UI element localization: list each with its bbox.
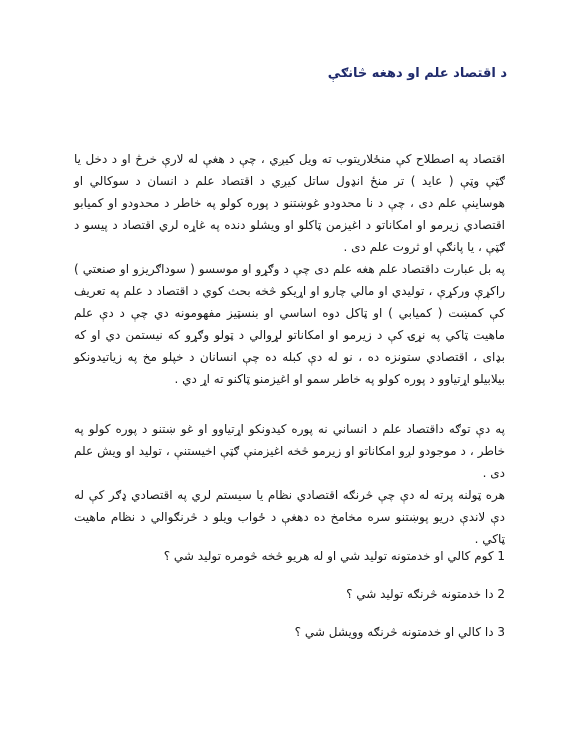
paragraph-summary: په دې توګه داقتصاد علم د انساني نه پوره کیدونکو اړتیاوو او غو ښتنو د پوره کولو په خاطر ، د موجودو لږو امکاناتو او زیرمو څخه اغیزمنې ګټې اخیستنې ، تولید او ویش علم دی .: [74, 422, 505, 480]
paragraph-questions-intro: هره ټولنه پرته له دې چې څرنګه اقتصادي نظام یا سیستم لري په اقتصادي ډګر کې له دې لاندې دریو پوښتنو سره مخامخ ده دهغې د ځواب ویلو د څرنګوالي د نظام ماهیت ټاکي .: [74, 488, 505, 546]
paragraph-definition: اقتصاد په اصطلاح کې منځلاریتوب ته ویل کیږي ، چې د هغې له لارې خرڅ او د دخل یا ګټې وټې ( عاید ) تر منځ انډول ساتل کیږي د اقتصاد علم د انسان د سوکالي او هوساینې علم دی ، چې د نا محدودو غوښتنو د پوره کولو په خاطر د محدودو او کمیابو اقتصادي زیرمو او امکاناتو د اغیزمن ټاکلو او ویشلو دنده په غاړه لري اقتصاد د پیسو د ګټې ، یا پانګې او ثروت علم دی .: [74, 152, 505, 254]
paragraph-scarcity: په بل عبارت داقتصاد علم هغه علم دی چې د وګړو او موسسو ( سوداګریزو او صنعتي ) راکړې ورکړې ، تولیدي او مالي چارو او اړیکو څخه بحث کوي د اقتصاد د علم په تعریف کې کمښت ( کمیابي ) او ټاکل دوه اساسي او بنسټیز مفهومونه دي چې د دې علم ماهیت ټاکي په نړۍ کې د زیرمو او امکاناتو لړوالي د ټولو وګړو که نیستمن دي او که بډای ، اقتصادي ستونزه ده ، نو له دې کبله ده چې انسانان د خپلو مخ په زیاتیدونکو بیلابیلو اړتیاوو د پوره کولو په خاطر سمو او اغیزمنو ټاکنو ته اړ دي .: [74, 262, 505, 386]
document-title: د اقتصاد علم او دهغه څانګې: [327, 66, 507, 81]
question-how-to-produce: 2 دا خدمتونه څرنګه تولید شي ؟: [346, 587, 505, 601]
question-how-to-distribute: 3 دا کالي او خدمتونه څرنګه وویشل شي ؟: [294, 625, 505, 639]
question-what-to-produce: 1 کوم کالي او خدمتونه تولید شي او له هریو څخه څومره تولید شي ؟: [163, 549, 505, 563]
